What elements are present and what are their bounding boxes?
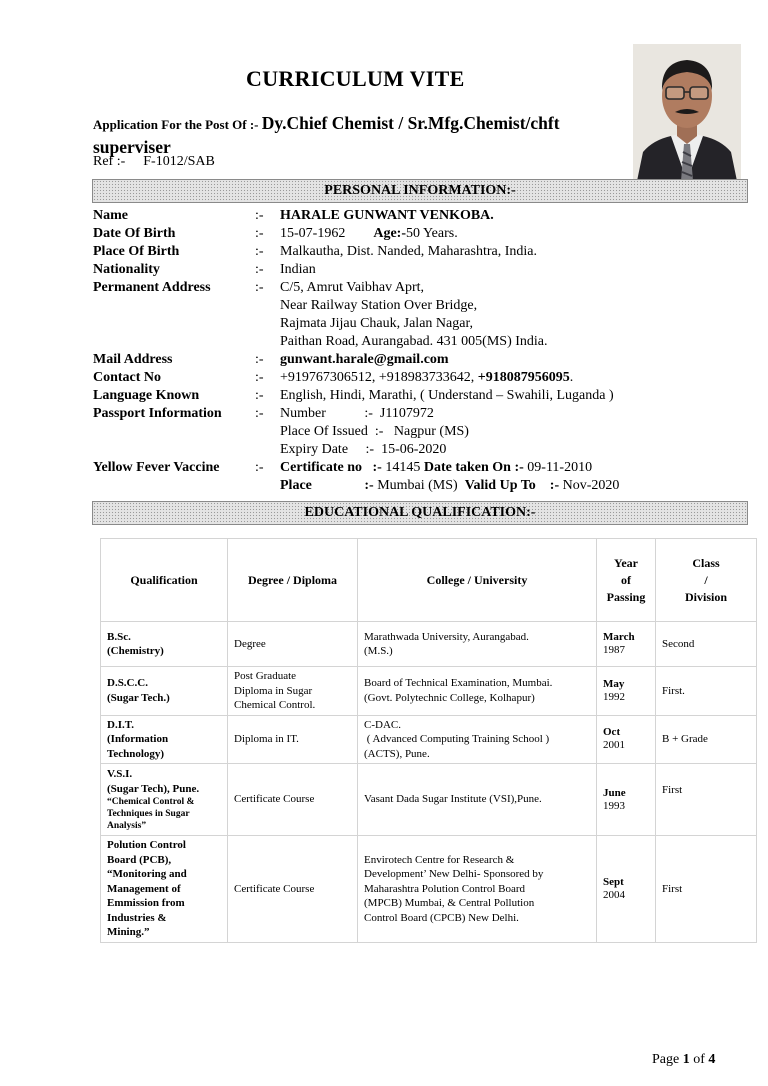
cell-line: Board (PCB),: [107, 853, 172, 866]
taken-value: 09-11-2010: [523, 460, 593, 475]
separator: :-: [255, 262, 264, 277]
valid-label: Valid Up To :-: [464, 478, 560, 493]
page-number: [652, 1052, 715, 1068]
class-cell: First.: [656, 667, 757, 716]
cell-line-small: Techniques in Sugar: [107, 809, 190, 819]
contact-value-group: [280, 369, 573, 387]
table-row: [101, 715, 757, 764]
separator: :-: [255, 406, 264, 421]
header-class-line: Division: [684, 589, 727, 604]
cell-year: 2004: [603, 888, 625, 901]
name-label: Name: [93, 208, 128, 223]
degree-cell: [228, 667, 358, 716]
cell-line: (Sugar Tech), Pune.: [107, 782, 200, 795]
profile-photo: [633, 44, 741, 181]
fever-place-row: [93, 477, 753, 495]
language-value: English, Hindi, Marathi, ( Understand – Swahili, Luganda ): [280, 388, 614, 403]
cell-line: Management of: [107, 882, 181, 895]
cell-line: Control Board (CPCB) New Delhi.: [364, 911, 519, 924]
table-row: [101, 622, 757, 667]
cell-line: D.S.C.C.: [107, 677, 148, 690]
college-cell: [358, 667, 597, 716]
cell-line: Marathwada University, Aurangabad.: [364, 630, 529, 643]
cell-line: Emmission from: [107, 897, 185, 909]
separator: :-: [255, 388, 264, 403]
separator: :-: [255, 460, 264, 475]
header-year-line: of: [621, 572, 631, 587]
page-title: CURRICULUM VITE: [246, 66, 465, 91]
taken-label: Date taken On :-: [423, 460, 524, 475]
education-table: [100, 538, 757, 943]
cell-line: (M.S.): [364, 645, 393, 657]
valid-value: Nov-2020: [559, 478, 620, 493]
section-education-title: EDUCATIONAL QUALIFICATION:-: [304, 505, 536, 520]
pob-value: Malkautha, Dist. Nanded, Maharashtra, India.: [280, 244, 537, 259]
cell-line: (Sugar Tech.): [107, 691, 170, 704]
fever-row: [93, 459, 753, 477]
cell-line-small: “Chemical Control &: [107, 797, 195, 807]
contact-value-bold: +918087956095: [477, 370, 570, 385]
pob-row: [93, 243, 753, 261]
pob-label: Place Of Birth: [93, 244, 180, 259]
address-line: C/5, Amrut Vaibhav Aprt,: [280, 280, 425, 295]
page-of: of: [689, 1052, 709, 1067]
qualification-cell: [101, 715, 228, 764]
name-row: [93, 207, 753, 225]
year-cell: [597, 622, 656, 667]
passport-number: Number :- J1107972: [280, 406, 434, 421]
cell-line: Diploma in Sugar: [234, 684, 313, 697]
header-class-line: /: [704, 572, 708, 587]
cell-month: May: [603, 677, 625, 690]
cell-line: Technology): [107, 747, 165, 760]
nationality-row: [93, 261, 753, 279]
qualification-cell: [101, 622, 228, 667]
contact-value: +919767306512, +918983733642,: [280, 370, 478, 385]
dob-value: 15-07-1962: [280, 226, 346, 241]
post-applied: [93, 112, 633, 160]
separator: :-: [255, 226, 264, 241]
contact-end: .: [569, 370, 574, 385]
table-header-row: [101, 539, 757, 622]
passport-row: [93, 405, 753, 423]
cell-line: B.Sc.: [107, 630, 131, 643]
reference: [93, 154, 215, 170]
year-cell: [597, 764, 656, 836]
cell-line: (MPCB) Mumbai, & Central Pollution: [364, 897, 535, 909]
dob-label: Date Of Birth: [93, 226, 176, 241]
fever-place-group: [280, 477, 619, 495]
dob-value-group: [280, 225, 458, 243]
year-cell: [597, 667, 656, 716]
qualification-cell: [101, 836, 228, 943]
fever-label: Yellow Fever Vaccine: [93, 460, 220, 475]
cell-year: 2001: [603, 739, 625, 752]
class-cell: First: [656, 764, 757, 836]
qualification-cell: [101, 764, 228, 836]
cell-line: Envirotech Centre for Research &: [364, 853, 515, 866]
cell-month: Sept: [603, 875, 624, 888]
cell-year: 1992: [603, 690, 625, 703]
address-line: Near Railway Station Over Bridge,: [280, 298, 478, 313]
cell-line: Mining.”: [107, 926, 150, 938]
header-class: [656, 539, 757, 622]
nationality-value: Indian: [280, 262, 316, 277]
page-label: Page: [652, 1052, 683, 1067]
cell-year: 1993: [603, 799, 625, 812]
table-row: [101, 836, 757, 943]
class-cell: B + Grade: [656, 715, 757, 764]
college-cell: [358, 836, 597, 943]
passport-label: Passport Information: [93, 406, 222, 421]
passport-issued: Place Of Issued :- Nagpur (MS): [280, 424, 469, 439]
place-value: Mumbai (MS): [373, 478, 465, 493]
separator: :-: [255, 352, 264, 367]
address-line: Paithan Road, Aurangabad. 431 005(MS) India.: [280, 334, 548, 349]
cell-line: “Monitoring and: [107, 868, 187, 880]
degree-cell: Certificate Course: [228, 764, 358, 836]
dob-row: [93, 225, 753, 243]
ref-label: Ref :-: [93, 154, 126, 169]
header-degree: Degree / Diploma: [228, 539, 358, 622]
header-college: College / University: [358, 539, 597, 622]
year-cell: [597, 715, 656, 764]
personal-information: [93, 207, 753, 495]
header-qualification: Qualification: [101, 539, 228, 622]
separator: :-: [255, 244, 264, 259]
college-cell: [358, 715, 597, 764]
header-year-line: Year: [614, 555, 638, 570]
address-row: [93, 279, 753, 297]
year-cell: [597, 836, 656, 943]
cell-line: Industries &: [107, 911, 167, 924]
place-label: Place :-: [280, 478, 374, 493]
degree-cell: Diploma in IT.: [228, 715, 358, 764]
section-personal-title: PERSONAL INFORMATION:-: [324, 183, 516, 198]
header-year-line: Passing: [606, 589, 646, 604]
cell-line: ( Advanced Computing Training School ): [364, 733, 550, 745]
cert-label: Certificate no :-: [280, 460, 382, 475]
degree-cell: Certificate Course: [228, 836, 358, 943]
cell-line: Maharashtra Polution Control Board: [364, 882, 526, 895]
age-label: Age:-: [373, 226, 406, 241]
fever-cert-group: [280, 459, 592, 477]
separator: :-: [255, 208, 264, 223]
degree-cell: Degree: [228, 622, 358, 667]
cell-line-small: Analysis”: [107, 821, 147, 831]
cell-line: C-DAC.: [364, 718, 401, 731]
mail-value: gunwant.harale@gmail.com: [280, 352, 449, 367]
section-personal-header: [92, 179, 748, 203]
college-cell: [358, 622, 597, 667]
contact-row: [93, 369, 753, 387]
passport-expiry: Expiry Date :- 15-06-2020: [280, 442, 447, 457]
class-cell: First: [656, 836, 757, 943]
cell-line: D.I.T.: [107, 718, 134, 731]
college-cell: Vasant Dada Sugar Institute (VSI),Pune.: [358, 764, 597, 836]
cell-line: Development’ New Delhi- Sponsored by: [364, 868, 544, 880]
mail-label: Mail Address: [93, 352, 173, 367]
class-cell: Second: [656, 622, 757, 667]
mail-row: [93, 351, 753, 369]
separator: :-: [255, 370, 264, 385]
contact-label: Contact No: [93, 370, 162, 385]
cell-line: Board of Technical Examination, Mumbai.: [364, 677, 553, 690]
cell-line: Chemical Control.: [234, 699, 316, 711]
post-value: Dy.Chief Chemist / Sr.Mfg.Chemist/chft: [261, 113, 560, 133]
post-label: Application For the Post Of :-: [93, 117, 259, 132]
address-line: Rajmata Jijau Chauk, Jalan Nagar,: [280, 316, 474, 331]
language-label: Language Known: [93, 388, 200, 403]
page-current: 1: [682, 1052, 690, 1067]
cell-line: (Govt. Polytechnic College, Kolhapur): [364, 691, 535, 704]
header-class-line: Class: [692, 555, 720, 570]
table-row: [101, 667, 757, 716]
age-value: 50 Years.: [405, 226, 458, 241]
post-value-cont: superviser: [93, 137, 171, 157]
ref-value: F-1012/SAB: [143, 154, 215, 169]
cell-line: Post Graduate: [234, 670, 297, 682]
section-education-header: [92, 501, 748, 525]
cert-value: 14145: [381, 460, 424, 475]
address-label: Permanent Address: [93, 280, 211, 295]
language-row: [93, 387, 753, 405]
qualification-cell: [101, 667, 228, 716]
table-row: [101, 764, 757, 836]
cell-line: (ACTS), Pune.: [364, 747, 430, 760]
cell-month: Oct: [603, 726, 621, 739]
cell-month: June: [603, 786, 626, 799]
cell-month: March: [603, 631, 635, 643]
header-year: [597, 539, 656, 622]
page-total: 4: [708, 1052, 716, 1067]
nationality-label: Nationality: [93, 262, 160, 277]
name-value: HARALE GUNWANT VENKOBA.: [280, 208, 494, 223]
cell-line: (Information: [107, 733, 169, 745]
cell-line: Polution Control: [107, 839, 186, 851]
cell-year: 1987: [603, 644, 625, 656]
cell-line: (Chemistry): [107, 645, 164, 657]
cell-line: V.S.I.: [107, 768, 133, 780]
separator: :-: [255, 280, 264, 295]
